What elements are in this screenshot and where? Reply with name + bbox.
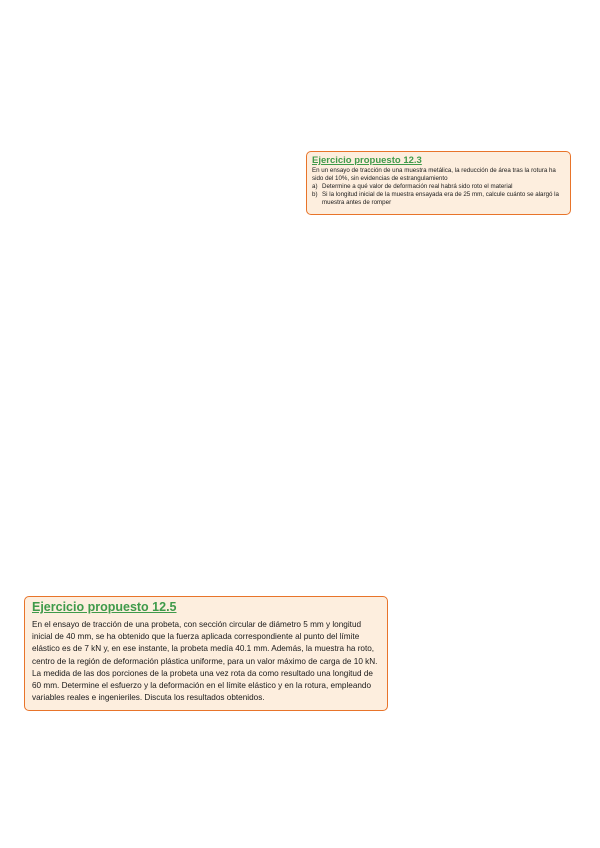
exercise-12-3-question-a	[312, 183, 565, 191]
exercise-12-3-title: Ejercicio propuesto 12.3	[312, 155, 422, 166]
question-letter: b)	[312, 191, 318, 198]
question-letter: a)	[312, 183, 318, 190]
exercise-12-5-text: En el ensayo de tracción de una probeta, con sección circular de diámetro 5 mm y longitud inicial de 40 mm, se ha obtenido que la fuerza aplicada correspondiente al punto del límite elástico es de 7 kN y, en ese instante, la probeta medía 40.1 mm. Además, la muestra ha roto, centro de la región de deformación plástica uniforme, para un valor máximo de carga de 10 kN. La medida de las dos porciones de la probeta una vez rota da como resultado una longitud de 60 mm. Determine el esfuerzo y la deformación en el límite elástico y en la rotura, empleando variables reales e ingenieriles. Discuta los resultados obtenidos.	[32, 620, 378, 703]
exercise-12-5-title: Ejercicio propuesto 12.5	[32, 600, 177, 614]
exercise-12-5-box	[24, 596, 388, 711]
exercise-12-3-question-b	[312, 191, 565, 207]
exercise-12-3-box	[306, 151, 571, 215]
question-text: Determine a qué valor de deformación real habrá sido roto el material	[322, 183, 513, 190]
question-text: Si la longitud inicial de la muestra ensayada era de 25 mm, calcule cuánto se alargó la muestra antes de romper	[322, 191, 559, 206]
exercise-12-3-question-list	[312, 183, 565, 207]
exercise-12-3-intro: En un ensayo de tracción de una muestra metálica, la reducción de área tras la rotura ha sido del 10%, sin evidencias de estrangulamiento	[312, 167, 556, 182]
